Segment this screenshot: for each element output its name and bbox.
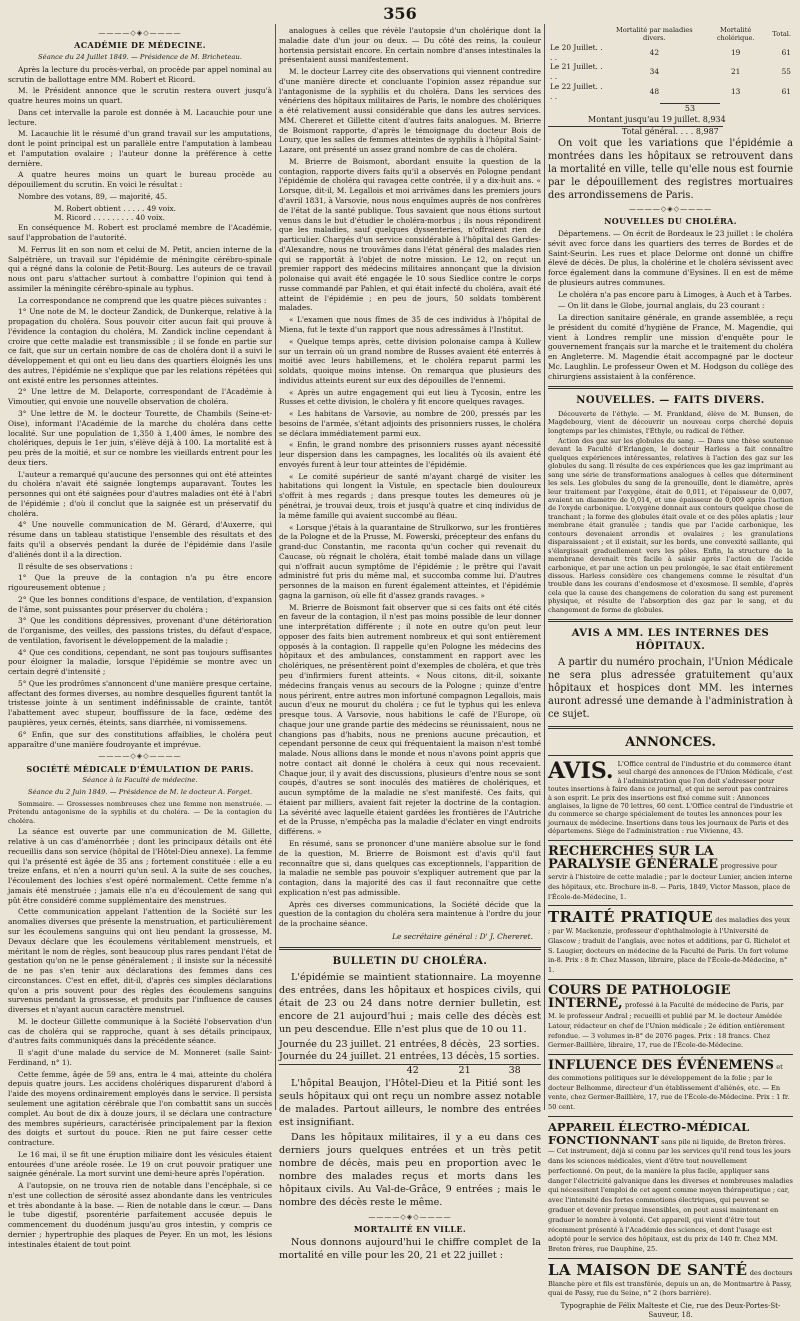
table-header-cell: Mortalité par maladies divers. <box>616 26 693 43</box>
divider <box>548 1054 793 1055</box>
table-header-cell: Mortalité cholérique. <box>716 26 755 43</box>
paragraph: 5° Que les prodrômes s'annoncent d'une manière presque certaine, affectant des formes diverses, au nombre desquelles figurent tantôt la tristesse jointe à un sentiment indéfinissable de crainte, tantôt l'abattement avec stupeur, bouffissure de la face, œdème des paupières, yeux cernés, éteints, sans diarrhée, ni vomissemens. <box>8 678 272 727</box>
table-cell: 61 <box>781 47 791 57</box>
ad-title: INFLUENCE DES ÉVÉNEMENS <box>548 1058 774 1074</box>
paragraph: M. le docteur Larrey cite des observations qui viennent contredire d'une manière directe et concluante l'opinion assez répandue sur l'antagonisme de la syphilis et du choléra. Dans les services des vénériens des hôpitaux militaires de Paris, le nombre des cholériques a été relativement aussi considérable que dans les autres services. MM. Chereret et Gillette citent d'autres faits analogues. M. Brierre de Boismont rapporte, d'après le témoignage du docteur Bois de Loury, que les salles de femmes atteintes de syphilis à l'hôpital Saint-Lazare, ont présenté un assez grand nombre de cas de choléra. <box>279 67 541 155</box>
advertisement <box>548 757 793 836</box>
section-title: NOUVELLES DU CHOLÉRA. <box>604 216 737 227</box>
paragraph: Action des gaz sur les globules du sang. — Dans une thèse soutenue devant la Faculté d'Erlangen, le docteur Harless a fait connaître quelques expériences intéressantes, relatives à l'action des gaz sur les globules du sang. Il résulte de ces expériences que les gaz imprimant au sang une série de transformations analogues à celles que déterminent les sels. Les globules du sang de la grenouille, dont le diamètre, après leur traitement par l'oxygène, était de 0,011, et l'épaisseur de 0,007, avaient un diamètre de 0,014, et une épaisseur de 0,009 après l'action de l'oxyde carbonique. L'oxygène donnait aux contours quelque chose de tranchant ; la forme des globules était ovale et ce des pôles aplatis ; leur membrane était granulée ; tandis que par l'acide carbonique, les contours devenaient arrondis et ovalaires ; les granulations disparaissaient ; et il existait, sur les bords, une convexité saillante, qui s'élargissait graduellement vers les pôles. Enfin, la structure de la membrane devenait très facile à saisir après l'action de l'acide carbonique, et par une action un peu prolongée, le sac était entièrement dissous. Harless considère ces changemens comme le résultat d'un trouble dans les courans d'endosmose et d'exosmose. Il semble, d'après cela que la cause des changemens de coloration du sang est purement physique, et résulte de l'absorption des gaz par le sang, et du changement de forme de globules. <box>548 436 793 614</box>
paragraph: M. Lacauchie lit le résumé d'un grand travail sur les amputations, dont le point principal est un parallèle entre l'amputation à lambeau et l'amputation ovalaire ; l'auteur donne la préférence à cette dernière. <box>8 129 272 168</box>
table-cell: 21 entrées, <box>384 1051 440 1063</box>
paragraph: « Quelque temps après, cette division polonaise campa à Kullew sur un terrain où un grand nombre de Russes avaient été enterrés à moitié avec leurs habillemens, et le choléra reparut parmi les soldats, quoique moins intense. On remarqua que plusieurs des individus atteints eurent sur eux des dépouilles de l'ennemi. <box>279 336 541 385</box>
bulletin-body <box>279 972 541 1263</box>
paragraph: La correspondance ne comprend que les quatre pièces suivantes : <box>18 295 267 305</box>
column-divider <box>275 24 276 1110</box>
paragraph: A l'autopsie, on ne trouva rien de notable dans l'encéphale, si ce n'est une collection de sérosité assez abondante dans les ventricules et très abondante à la base. — Rien de notable dans le cœur. — Dans le tube digestif, psorentérie parfaitement accusée depuis le commencement du duodénum jusqu'au gros intestin, y compris ce dernier ; hypertrophie des plaques de Peyer. En un mot, les lésions intestinales étaient de tout point <box>8 1181 272 1249</box>
table-cell: 38 <box>508 1065 521 1077</box>
divider <box>548 1116 793 1117</box>
ad-title: COURS DE PATHOLOGIE INTERNE, <box>548 982 731 1012</box>
divider <box>548 755 793 756</box>
section-title: BULLETIN DU CHOLÉRA. <box>332 955 488 967</box>
section-title: ACADÉMIE DE MÉDECINE. <box>74 40 206 51</box>
ad-title: LA MAISON DE SANTÉ <box>548 1260 748 1279</box>
signature-line: Le secrétaire général : D' J. Chereret. <box>392 931 533 941</box>
paragraph: « Le comité supérieur de santé m'ayant chargé de visiter les habitations qui longent la Vistule, en spectacle bien douloureux s'offrit à mes regards ; dans presque toutes les demeures où je pénétrai, je trouvai deux, trois et jusqu'à quatre et cinq individus de la même famille qui avaient succombé au fléau. <box>279 471 541 520</box>
divider <box>279 947 541 950</box>
advertisement <box>548 910 793 975</box>
ornament-rule: ————◇◈◇———— <box>628 205 713 214</box>
table-cell: 19 <box>730 47 741 57</box>
table-cell: Journée du 23 juillet. <box>279 1038 382 1050</box>
paragraph: 4° Que ces conditions, cependant, ne sont pas toujours suffisantes pour éloigner la maladie, lorsque l'épidémie se montre avec un certain degré d'intensité ; <box>8 647 272 677</box>
table-cell: 21 entrées, <box>384 1038 440 1050</box>
paragraph: — On lit dans le Globe, journal anglais, du 23 courant : <box>558 301 765 311</box>
section-title: NOUVELLES. — FAITS DIVERS. <box>576 395 765 407</box>
advertisement <box>548 984 793 1050</box>
column-1 <box>8 26 272 1249</box>
section-title: ANNONCES. <box>625 734 716 750</box>
table-row <box>279 1039 541 1052</box>
advertisement <box>548 1121 793 1254</box>
section-title: SOCIÉTÉ MÉDICALE D'ÉMULATION DE PARIS. <box>26 763 254 774</box>
divider <box>548 979 793 980</box>
divider <box>548 1258 793 1259</box>
paragraph: Dans cet intervalle la parole est donnée à M. Lacauchie pour une lecture. <box>8 107 272 127</box>
ad-title: RECHERCHES SUR LA PARALYSIE GÉNÉRALE <box>548 843 719 873</box>
table-row <box>548 82 793 102</box>
table-cell: 21 <box>458 1065 471 1077</box>
paragraph: M. le Président annonce que le scrutin restera ouvert jusqu'à quatre heures moins un quart. <box>8 86 272 106</box>
paragraph: M. Brierre de Boismont fait observer que si ces faits ont été cités en faveur de la contagion, il n'est pas moins possible de leur donner une interprétation différente ; il note en outre qu'on peut leur opposer des faits bien autrement nombreux et qui sont entièrement opposés à la contagion. Il rappelle qu'en Pologne les médecins des hôpitaux et des ambulances, constamment en rapport avec les cholériques, ne présentèrent point d'exemples de choléra, et que très peu d'infirmiers furent atteints. « Nous citons, dit-il, soixante médecins français venus au secours de la Pologne ; quinze d'entre nous périrent, entre autres mon infortuné compagnon Legallois, mais aucun d'eux ne mourut du choléra ; ce fut le typhus qui les enleva presque tous. A Varsovie, nous habitions le café de l'Europe, où chaque jour une grande partie des médecins se réunissaient, nous ne changions pas d'habits, nous ne prenions aucune précaution, et cependant personne de ceux qui fréquentaient la maison n'est tombé malade. Nous allions dans le monde et nous n'avons point appris que notre contact ait donné le choléra à ceux qui nous recevaient. Chaque jour, il y avait des discussions, plusieurs d'entre nous se sont coupés, d'autres se sont inoculés des matières de cholériques, et aucun symptôme de la maladie ne s'est manifesté. Ces faits, qui étaient par milliers, avaient fait rejeter la doctrine de la contagion. La sévérité avec laquelle étaient gardées les frontières de l'Autriche et de la Prusse, n'empêcha pas la maladie d'éclater en vingt endroits différens. » <box>279 602 541 837</box>
ad-title: AVIS. <box>548 757 614 784</box>
table-cell: 13 décès, <box>440 1051 488 1063</box>
page-number: 356 <box>383 4 417 23</box>
table-cell: 23 sorties. <box>488 1038 540 1050</box>
paragraph: L'hôpital Beaujon, l'Hôtel-Dieu et la Pitié sont les seuls hôpitaux qui ont reçu un nombre assez notable de malades. Partout ailleurs, le nombre des entrées est insignifiant. <box>279 1078 541 1129</box>
table-row <box>548 62 793 82</box>
table-cell: Le 21 Juillet. . . . <box>550 62 603 82</box>
table-cell: 42 <box>649 47 660 57</box>
paragraph: 2° Que les bonnes conditions d'espace, de ventilation, d'expansion de l'âme, sont puissantes pour préserver du choléra ; <box>8 594 272 614</box>
table-cell: 55 <box>781 67 791 77</box>
table-cell: 48 <box>649 86 660 96</box>
paragraph: Découverte de l'éthyle. — M. Frankland, élève de M. Bunsen, de Magdebourg, vient de découvrir un nouveau corps cherché depuis longtemps par les chimistes, l'Éthyle, ou radical de l'éther. <box>548 409 793 435</box>
section-subtitle: Séance du 2 Juin 1849. — Présidence de M. le docteur A. Forget. <box>27 788 253 797</box>
paragraph: analogues à celles que révèle l'autopsie d'un cholérique dont la maladie date d'un jour ou deux. — Du côté des reins, la couleur hortensia persistait encore. En certain nombre d'anses intestinales la présentaient aussi manifestement. <box>279 26 541 65</box>
paragraph: 2° Une lettre de M. Delaporte, correspondant de l'Académie à Vimoutier, qui envoie une nouvelle observation de choléra. <box>8 387 272 407</box>
paragraph: Cette communication appelant l'attention de la Société sur les anomalies diverses que présente la menstruation, et particulièrement sur les écoulemens sanguins qui ont lieu pendant la grossesse, M. Devaux déclare que les écoulemens véritablement menstruels, et méritant le nom de règles, sont beaucoup plus rares pendant l'état de gestation qu'on ne le pense généralement ; il insiste sur la nécessité de ne pas s'en tenir aux déclarations des femmes dans ces circonstances. C'est en effet, dit-il, d'après ces simples déclarations qu'on a pris souvent pour des règles des écoulemens sanguins survenus pendant la grossesse, et produits par l'influence de causes diverses et n'ayant aucun caractère menstruel. <box>8 907 272 1015</box>
mortality-table <box>548 26 793 101</box>
table-row-totals <box>279 1065 541 1078</box>
paragraph: On voit que les variations que l'épidémie a montrées dans les hôpitaux se retrouvent dans la mortalité en ville, telle qu'elle nous est fournie par le dépouillement des registres mortuaires des arrondissemens de Paris. <box>548 138 793 202</box>
paragraph: En conséquence M. Robert est proclamé membre de l'Académie, sauf l'approbation de l'autorité. <box>8 223 272 242</box>
table-cell: 42 <box>406 1065 419 1077</box>
table-cell: Le 22 Juillet. . . . <box>550 81 603 101</box>
notice-body <box>548 656 793 721</box>
ornament-rule: ————◇◈◇———— <box>98 752 182 761</box>
paragraph: Nous donnons aujourd'hui le chiffre complet de la mortalité en ville pour les 20, 21 et 22 juillet : <box>279 1236 541 1261</box>
advertisement <box>548 1059 793 1112</box>
montant-line: Montant jusqu'au 19 juillet. 8,934 <box>588 115 726 125</box>
table-header <box>548 26 793 43</box>
divider <box>548 726 793 729</box>
paragraph: L'auteur a remarqué qu'aucune des personnes qui ont été atteintes du choléra n'avait été saignée longtemps auparavant. Toutes les personnes qui ont été saignées pour d'autres maladies ont été à l'abri de l'épidémie ; d'où il conclut que la saignée est un préservatif du choléra. <box>8 469 272 518</box>
paragraph: « L'examen que nous fîmes de 35 de ces individus à l'hôpital de Miena, fut le texte d'un rapport que nous adressâmes à l'Institut. <box>279 315 541 334</box>
divider <box>548 840 793 841</box>
paragraph: 3° Une lettre de M. le docteur Tourette, de Chambils (Seine-et-Oise), informant l'Académie de la marche du choléra dans cette localité. Sur une population de 1,350 à 1,400 âmes, le nombre des cholériques, depuis le 1er juin, s'élève déjà à 100. La mortalité est à peu près de la moitié, et sur ce nombre les vieillards entrent pour les deux tiers. <box>8 409 272 467</box>
table-cell: 13 <box>730 86 741 96</box>
section-title: AVIS A MM. LES INTERNES DES HÔPITAUX. <box>571 628 770 653</box>
ad-title: APPAREIL ÉLECTRO-MÉDICAL FONCTIONNANT <box>548 1119 750 1147</box>
table-header-cell <box>548 26 608 43</box>
paragraph: Après ces diverses communications, la Société décide que la question de la contagion du choléra sera maintenue à l'ordre du jour de la prochaine séance. <box>279 899 541 929</box>
column-3 <box>548 26 793 1320</box>
vote-line: M. Ricord . . . . . . . . . 40 voix. <box>54 213 165 223</box>
ornament-rule: ————◇◈◇———— <box>368 1212 452 1221</box>
table-cell: 34 <box>649 67 660 77</box>
table-header-cell: Total. <box>772 30 791 39</box>
section-subtitle: Séance du 24 Juillet 1849. — Présidence de M. Bricheteau. <box>38 52 242 61</box>
table-cell: Journée du 24 juillet. <box>279 1051 382 1063</box>
table-row <box>279 1051 541 1064</box>
ad-text: et des commotions politiques sur le développement de la folie ; par le docteur Belhomme, directeur d'un établissement d'aliénés, etc. — En vente, chez Germer-Baillière, 17, rue de l'École-de-Médecine. Prix : 1 fr. 50 cent. <box>548 1063 790 1112</box>
ad-text: L'Office central de l'industrie et du commerce étant seul chargé des annonces de l'Union Médicale, c'est à l'administration que l'on doit s'adresser pour toutes insertions à faire dans ce journal, et qui ne serout pas contraires à son esprit. Le prix des insertions est fixé comme suit : Annonces anglaises, la ligne de 70 lettres, 60 cent. L'Office central de l'industrie et du commerce se charge spécialement de toutes les annonces pour les journaux de médecine. Insertions dans tous les journaux de Paris et des départemens. Siège de l'administration : rue Vivienne, 43. <box>548 759 793 836</box>
paragraph: M. Ferrus lit en son nom et celui de M. Petit, ancien interne de la Salpétrière, un travail sur l'épidémie de méningite cérébro-spinale qui a régné dans la colonie de Petit-Bourg. Les auteurs de ce travail nous ont paru s'attacher surtout à combattre l'opinion qui tend à assimiler la méningite cérébro-spinale au typhus. <box>8 244 272 293</box>
mortality-note <box>548 137 793 202</box>
paragraph: M. le docteur Gillette communique à la Société l'observation d'un cas de choléra qui se rapproche, quant à ses détails principaux, d'autres faits communiqués dans la précédente séance. <box>8 1016 272 1046</box>
ad-text: sans pile ni liquide, de Breton frères. — Cet instrument, déjà si connu par les services qu'il rend tous les jours dans les sciences médicales, vient d'être tout nouvellement perfectionné. On peut, de la manière la plus facile, appliquer sans danger l'électricité galvanique dans les diverses et nombreuses maladies qui nécessitent l'emploi de cet agent comme moyen thérapeutique ; car, avec l'intensité des fortes commotions électriques, qui peuvent se graduer et devenir presque insensibles, on peut aussi maintenant en graduer le nombre à volonté. Cet appareil, qui vient d'être tout récemment présenté à l'Académie des sciences, et dont l'usage est adopté pour le service des hôpitaux, est du prix de 140 fr. Chez MM. Breton frères, rue Dauphine, 25. <box>548 1137 793 1254</box>
divider <box>548 619 793 622</box>
ad-text: des docteurs Blanche père et fils est transférée, depuis un an, de Montmartre à Passy, quai de Passy, rue du Seine, n° 2 (hors barrière). <box>548 1268 793 1298</box>
table-cell: 21 <box>730 67 741 77</box>
paragraph: Il résulte de ses observations : <box>18 561 133 571</box>
paragraph: La séance est ouverte par une communication de M. Gillette, relative à un cas d'aménorrhée ; dont les principaux détails ont été recueillis dans son service (hôpital de l'Hôtel-Dieu annexe). La femme qui l'a présenté est âgée de 35 ans ; fortement constituée : elle a eu treize enfans, et n'en a nourri qu'un seul. A la suite de ses couches, l'écoulement des lochies s'est opéré normalement. Cette femme n'a jamais été menstruée ; jamais elle n'a eu d'écoulement de sang qui pût être considéré comme supplémentaire des menstrues. <box>8 827 272 905</box>
ad-text: progressive pour servir à l'histoire de cette maladie ; par le docteur Lunier, ancien interne des hôpitaux, etc. Brochure in-8. — Paris, 1849, Victor Masson, place de l'École-de-Médecine, 1. <box>548 862 793 901</box>
paragraph: 1° Une note de M. le docteur Zandick, de Dunkerque, relative à la propagation du choléra. Sous pouvoir citer aucun fait qui prouve à l'évidence la contagion du choléra, M. Zandick incline cependant à croire que cette maladie est transmissible ; il se fonde en partie sur ce fait, que sur un certain nombre de cas de choléra dont il a suivi le développement et qui ont eu lieu dans des quartiers éloignés les uns des autres, l'épidémie ne s'explique que par les relations répétées qui ont existé entre les personnes atteintes. <box>8 307 272 385</box>
paragraph: 4° Une nouvelle communication de M. Gérard, d'Auxerre, qui résume dans un tableau statistique l'ensemble des résultats et des faits qu'il a observés pendant la durée de l'épidémie dans l'asile d'aliénés dont il a la direction. <box>8 520 272 559</box>
paragraph: Après la lecture du procès-verbal, on procède par appel nominal au scrutin de ballottage entre MM. Robert et Ricord. <box>8 64 272 84</box>
paragraph: 6° Enfin, que sur des constitutions affaiblies, le choléra peut apparaître d'une manière foudroyante et imprévue. <box>8 729 272 749</box>
divider <box>548 905 793 906</box>
paragraph: Nombre des votans, 89, — majorité, 45. <box>18 191 168 201</box>
table-cell: Le 20 Juillet. . . . <box>550 42 603 62</box>
ad-title: TRAITÉ PRATIQUE <box>548 908 713 927</box>
table-cell: 61 <box>781 86 791 96</box>
paragraph: Cette femme, âgée de 59 ans, entra le 4 mai, atteinte du choléra depuis quatre jours. Les accidens cholériques disparurent d'abord à l'aide des moyens ordinairement employés dans le service. Il persista seulement une agitation cérébrale que l'on combattit sans un succès complet. Au bout de dix à douze jours, il se déclara une contracture des membres supérieurs, caractérisée principalement par la flexion des doigts et surtout du pouce. Rien ne put faire cesser cette contracture. <box>8 1069 272 1148</box>
vote-line: M. Robert obtient . . . . . 49 voix. <box>54 203 176 213</box>
section-subtitle: Séance à la Faculté de médecine. <box>82 776 198 785</box>
paragraph: A quatre heures moins un quart le bureau procède au dépouillement du scrutin. En voici le résultat : <box>8 170 272 190</box>
advertisement <box>548 1260 793 1298</box>
paragraph: « Lorsque j'étais à la quarantaine de Strulkorwo, sur les frontières de la Pologne et de la Prusse, M. Fowerski, précepteur des enfans du grand-duc Constantin, me raconta qu'un cocher qui revenait du Caucase, où régnait le choléra, était tombé malade dans un village qui n'offrait aucun symptôme de l'épidémie ; le prêtre qui l'avait administré fut pris du même mal, et succomba comme lui. D'autres personnes de la maison en furent également atteintes, et l'épidémie gagna la garnison, où elle fit d'assez grands ravages. » <box>279 522 541 600</box>
advertisement <box>548 845 793 902</box>
table-cell: 15 sorties. <box>488 1051 540 1063</box>
paragraph: A partir du numéro prochain, l'Union Médicale ne sera plus adressée gratuitement qu'aux hôpitaux et hospices dont MM. les internes auront adressé une demande à l'administration à ce sujet. <box>548 656 793 720</box>
table-cell: 8 décès, <box>440 1038 481 1050</box>
printer-footer: Typographie de Félix Malteste et Cie, rue des Deux-Portes-St-Sauveur, 18. <box>560 1302 781 1320</box>
column-2 <box>279 26 541 1261</box>
paragraph: « Après un autre engagement qui eut lieu à Tycosin, entre les Russes et cette division, le choléra y fit encore quelques ravages. <box>279 387 541 407</box>
ornament-rule: ————◇◈◇———— <box>98 29 182 37</box>
total-line: Total général. . . . 8,987 <box>548 126 723 138</box>
subtotal: 53 <box>660 103 720 115</box>
divider <box>548 386 793 389</box>
paragraph: Dans les hôpitaux militaires, il y a eu dans ces derniers jours quelques entrées et un très petit nombre de décès, mais peu en proportion avec le nombre des malades reçus et morts dans les hôpitaux civils. Au Val-de-Grâce, 9 entrées ; mais le nombre des décès reste le même. <box>279 1132 541 1208</box>
paragraph: L'épidémie se maintient stationnaire. La moyenne des entrées, dans les hôpitaux et hospices civils, qui était de 23 ou 24 dans notre dernier bulletin, est encore de 21 aujourd'hui ; mais celle des décès est un peu descendue. Elle n'est plus que de 10 ou 11. <box>279 971 541 1035</box>
summary: Sommaire. — Grossesses nombreuses chez une femme non menstruée. — Prétendu antagonisme de la syphilis et du choléra. — De la contagion du choléra. <box>8 800 272 825</box>
paragraph: « Enfin, le grand nombre des prisonniers russes ayant nécessité leur dispersion dans les campagnes, les localités où ils avaient été envoyés furent à leur tour atteintes de l'épidémie. <box>279 440 541 469</box>
paragraph: Le choléra n'a pas encore paru à Limoges, à Auch et à Tarbes. <box>558 289 792 299</box>
paragraph: Il s'agit d'une malade du service de M. Monneret (salle Saint-Ferdinand, n° 1). <box>8 1048 272 1067</box>
paragraph: En résumé, sans se prononcer d'une manière absolue sur le fond de la question, M. Brierre de Boismont est d'avis qu'il faut reconnaître que si, dans quelques cas exceptionnels, l'apparition de la maladie ne semble pas pouvoir s'expliquer autrement que par la contagion, dans la majorité des cas il faut reconnaître que cette explication n'est pas admissible. <box>279 839 541 897</box>
table-row <box>548 43 793 63</box>
paragraph: M. Brierre de Boismont, abordant ensuite la question de la contagion, rapporte divers faits qu'il a observés en Pologne pendant l'épidémie de choléra qui ravagea cette contrée, il y a dix-huit ans. « Lorsque, dit-il, M. Legallois et moi arrivâmes dans les premiers jours d'avril 1831, à Varsovie, nous nous enquîmes auprès de nos confrères de l'état de la santé publique. Tous savaient que nous étions surtout venus dans le but d'étudier le choléra-morbus ; ils nous répondirent que les maladies, sauf quelques dyssenteries, n'offraient rien de particulier. Chargés d'un service considérable à l'hôpital des Gardes-d'Alexandre, nous ne trouvâmes dans l'état général des malades rien qui se rapportât à l'objet de notre mission. Le 12, on reçut un premier rapport des médecins militaires annonçant que la division polonaise qui avait été engagée le 10 sous Siedlice contre le corps russe commandé par Pahlen, et qui était infecté du choléra, avait été atteint de l'épidémie ; en peu de jours, 50 soldats tombèrent malades. <box>279 156 541 313</box>
paragraph: 1° Que la preuve de la contagion n'a pu être encore rigoureusement obtenue ; <box>8 573 272 593</box>
paragraph: « Les habitans de Varsovie, au nombre de 200, pressés par les besoins de l'armée, s'étant adjoints des prisonniers russes, le choléra se déclara immédiatement parmi eux. <box>279 409 541 438</box>
paragraph: Le 16 mai, il se fit une éruption miliaire dont les vésicules étaient entourées d'une aréole rosée. Le 19 on crut pouvoir pratiquer une saignée générale. La mort survint une demi-heure après l'opération. <box>8 1149 272 1179</box>
section-title: MORTALITÉ EN VILLE. <box>353 1224 467 1235</box>
ad-text: professé à la Faculté de médecine de Paris, par M. le professeur Andral ; recueilli et publié par M. le docteur Amédée Latour, rédacteur en chef de l'Union médicale ; 2e édition entièrement refondue. — 3 volumes in-8° de 2076 pages. Prix : 18 francs. Chez Germer-Baillière, libraire, 17, rue de l'École-de-Médecine. <box>548 1001 785 1050</box>
paragraph: 3° Que les conditions dépressives, provenant d'une détérioration de l'organisme, des veilles, des passions tristes, du défaut d'espace, de ventilation, favorisent le développement de la maladie ; <box>8 616 272 645</box>
column-divider <box>544 24 545 1110</box>
bulletin-table <box>279 1039 541 1079</box>
ad-text: des maladies des yeux ; par W. Mackenzie, professeur d'ophthalmologie à l'Université de Glascow ; traduit de l'anglais, avec notes et additions, par G. Richelot et S. Laugier, docteurs en médecine de la Faculté de Paris. Un fort volume in-8. Prix : 8 fr. Chez Masson, libraire, place de l'École-de-Médecine, n° 1. <box>548 916 791 975</box>
paragraph: La direction sanitaire générale, en grande assemblée, a reçu le président du comité d'hygiène de France, M. Magendie, qui vient à Londres remplir une mission d'enquête pour le gouvernement français sur la marche et le traitement du choléra en Angleterre. M. Magendie était accompagné par le docteur Mc. Laughlin. Le professeur Owen et M. Hodgson du collège des chirurgiens assistaient à la conférence. <box>548 313 793 381</box>
paragraph: Départemens. — On écrit de Bordeaux le 23 juillet : le choléra sévit avec force dans les quartiers des terres de Bordes et de Saint-Seurin. Les rues et place Delorme ont donné un chiffre élevé de décès. De plus, la cholérine et le choléra sévissent avec force également dans la commune d'Eysines. Il en est de même de plusieurs autres communes. <box>548 228 793 287</box>
